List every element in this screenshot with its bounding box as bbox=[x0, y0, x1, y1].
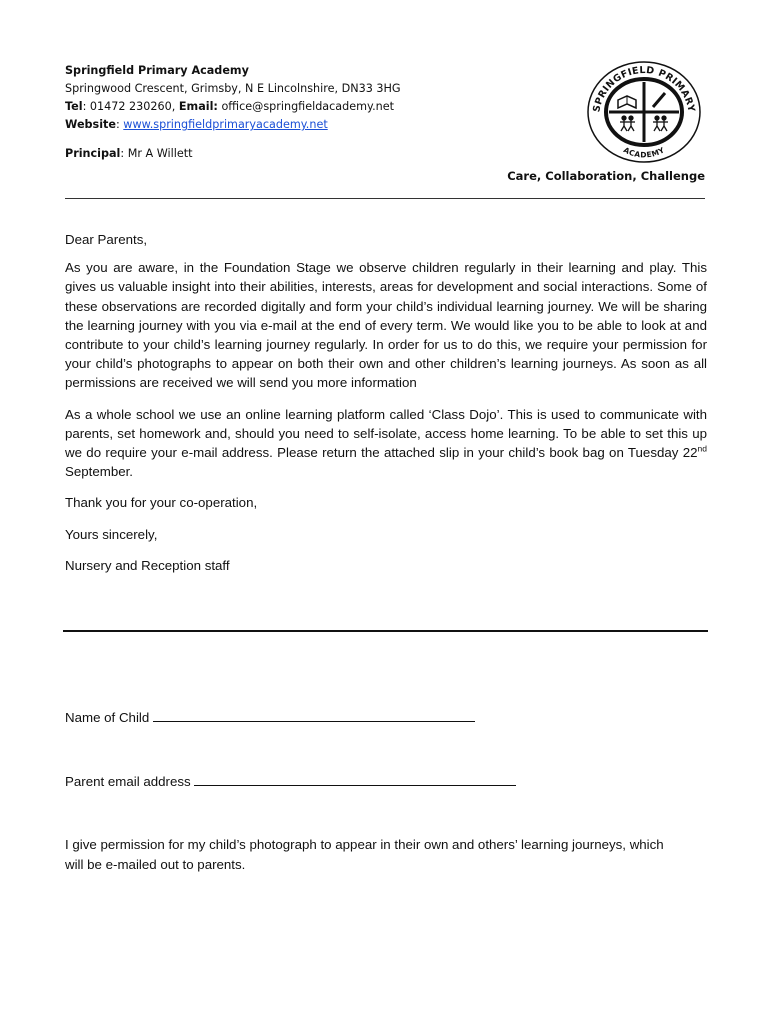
contact-line: Tel: 01472 230260, Email: office@springfieldacademy.net bbox=[65, 100, 394, 113]
child-name-field[interactable] bbox=[153, 707, 475, 722]
parent-email-field[interactable] bbox=[194, 771, 516, 786]
school-name: Springfield Primary Academy bbox=[65, 64, 249, 77]
paragraph-class-dojo: As a whole school we use an online learning platform called ‘Class Dojo’. This is used to communicate with parents, set homework and, should you need to self-isolate, access home learning. To be able to set this up we do require your e-mail address. Please return the attached slip in your child’s book bag on Tuesday 22nd September. bbox=[65, 406, 707, 480]
school-address: Springwood Crescent, Grimsby, N E Lincolnshire, DN33 3HG bbox=[65, 82, 401, 95]
header-divider bbox=[65, 198, 705, 199]
principal-name: Mr A Willett bbox=[127, 147, 193, 160]
thanks-line: Thank you for your co-operation, bbox=[65, 495, 258, 511]
email-value: office@springfieldacademy.net bbox=[221, 100, 394, 113]
parent-email-row bbox=[65, 771, 516, 789]
permission-statement: I give permission for my child’s photograph to appear in their own and others’ learning journeys, which will be e-mailed out to parents. bbox=[65, 837, 664, 872]
child-name-row bbox=[65, 707, 475, 725]
paragraph-learning-journey: As you are aware, in the Foundation Stage we observe children regularly in their learning and play. This gives us valuable insight into their abilities, interests, areas for development and social interactions. Some of these observations are recorded digitally and form your child’s individual learning journey. We will be sharing the learning journey with you via e-mail at the end of every term. We would like you to be able to look at and contribute to your child’s learning journey regularly. In order for us to do this, we require your permission for your child’s photographs to appear on both their own and other children’s learning journeys. As soon as all permissions are received we will send you more information bbox=[65, 260, 707, 391]
logo-top-text: SPRINGFIELD PRIMARY bbox=[591, 64, 697, 114]
letterhead bbox=[65, 62, 585, 163]
letter-body bbox=[65, 230, 707, 587]
school-logo bbox=[585, 60, 703, 164]
signoff-line: Yours sincerely, bbox=[65, 526, 158, 542]
principal-line: Principal: Mr A Willett bbox=[65, 147, 193, 160]
website-link[interactable]: www.springfieldprimaryacademy.net bbox=[123, 118, 328, 131]
tel-value: 01472 230260, bbox=[89, 100, 176, 113]
logo-bottom-text: ACADEMY bbox=[621, 145, 667, 160]
tear-off-line bbox=[63, 630, 708, 632]
greeting: Dear Parents, bbox=[65, 232, 148, 247]
parent-email-label: Parent email address bbox=[65, 774, 195, 789]
school-motto: Care, Collaboration, Challenge bbox=[507, 169, 705, 183]
signature-line: Nursery and Reception staff bbox=[65, 557, 230, 573]
child-name-label: Name of Child bbox=[65, 710, 153, 725]
website-line: Website: www.springfieldprimaryacademy.net bbox=[65, 118, 328, 131]
